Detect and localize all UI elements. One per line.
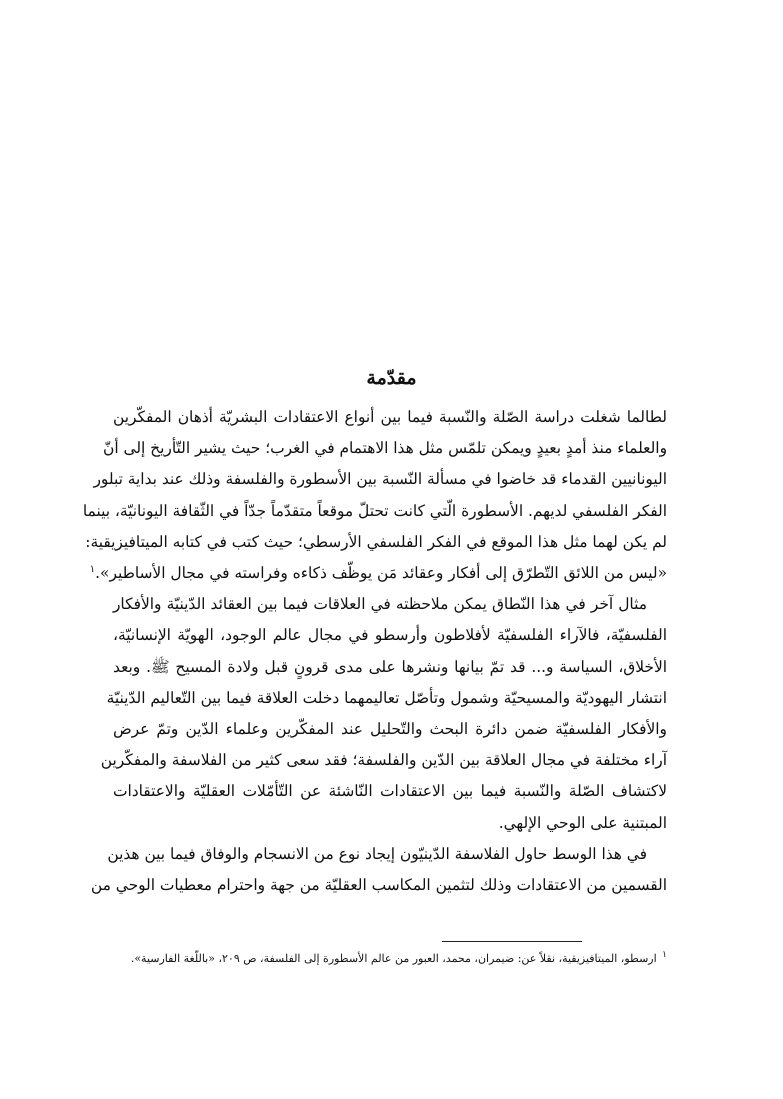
text-line-with-ref <box>89 558 667 589</box>
text-line: لم يكن لهما مثل هذا الموقع في الفكر الفلسفي الأرسطي؛ حيث كتب في كتابه الميتافيزيقية: <box>85 532 667 551</box>
text-line: القسمين من الاعتقادات وذلك لتثمين المكاسب العقليّة من جهة واحترام معطيات الوحي من <box>90 876 667 895</box>
text-line: مثال آخر في هذا النّطاق يمكن ملاحظته في العلاقات فيما بين العقائد الدّينيّة والأفكار <box>113 595 647 614</box>
text-line: آراء مختلفة في مجال العلاقة بين الدّين والفلسفة؛ فقد سعى كثير من الفلاسفة والمفكّرين <box>100 751 667 770</box>
text-line: المبتنية على الوحي الإلهي. <box>498 813 667 832</box>
paragraph-1 <box>82 402 667 589</box>
text-line: لطالما شغلت دراسة الصّلة والنّسبة فيما بين أنواع الاعتقادات البشريّة أذهان المفكّرين <box>113 408 667 426</box>
footnote-number: ١ <box>662 950 667 961</box>
text-line: في هذا الوسط حاول الفلاسفة الدّينيّون إيجاد نوع من الانسجام والوفاق فيما بين هذين <box>107 844 647 863</box>
text-line: الفكر الفلسفي لديهم. الأسطورة الّتي كانت تحتلّ موقعاً متقدّماً جدّاً في الثّقافة اليونانيّة، بينما <box>82 501 667 520</box>
text-line: والعلماء منذ أمدٍ بعيدٍ ويمكن تلمّس مثل هذا الاهتمام في الغرب؛ حيث يشير التّأريخ إلى أنّ <box>103 439 667 458</box>
paragraph-2 <box>100 589 667 839</box>
text-line: الأخلاق، السياسة و... قد تمّ بيانها ونشرها على مدى قرونٍ قبل ولادة المسيح ﷺ. وبعد <box>113 657 667 676</box>
text-line: والأفكار الفلسفيّة ضمن دائرة البحث والتّحليل عند المفكّرين وعلماء الدّين وتمّ عرض <box>113 720 667 739</box>
text-line: «ليس من اللائق التّطرّق إلى أفكار وعقائد مَن يوظّف ذكاءه وفراسته في مجال الأساطير». <box>95 564 667 583</box>
footnote-text: ارسطو، الميتافيزيقية، نقلاً عن: ضيمران، محمد، العبور من عالم الأسطورة إلى الفلسفة، ص ٢٠٩، «باللّغة الفارسية». <box>130 952 657 965</box>
page-title: مقدّمة <box>366 367 417 389</box>
text-line: اليونانيين القدماء قد خاضوا في مسألة النّسبة بين الأسطورة والفلسفة وذلك عند بداية تبلور <box>93 470 667 489</box>
footnote <box>113 950 667 968</box>
text-line: الفلسفيّة، فالآراء الفلسفيّة لأفلاطون وأرسطو في مجال عالم الوجود، الهويّة الإنسانيّة، <box>113 626 667 645</box>
paragraph-3 <box>90 839 667 901</box>
text-line: انتشار اليهوديّة والمسيحيّة وشمول وتأصّل تعاليمهما دخلت العلاقة فيما بين التّعاليم الدّينيّة <box>106 688 667 707</box>
body-text <box>82 402 667 901</box>
text-line: لاكتشاف الصّلة والنّسبة فيما بين الاعتقادات النّاشئة عن التّأمّلات العقليّة والاعتقادات <box>113 782 667 801</box>
footnote-reference[interactable]: ١ <box>89 563 96 575</box>
footnote-divider <box>442 941 582 942</box>
